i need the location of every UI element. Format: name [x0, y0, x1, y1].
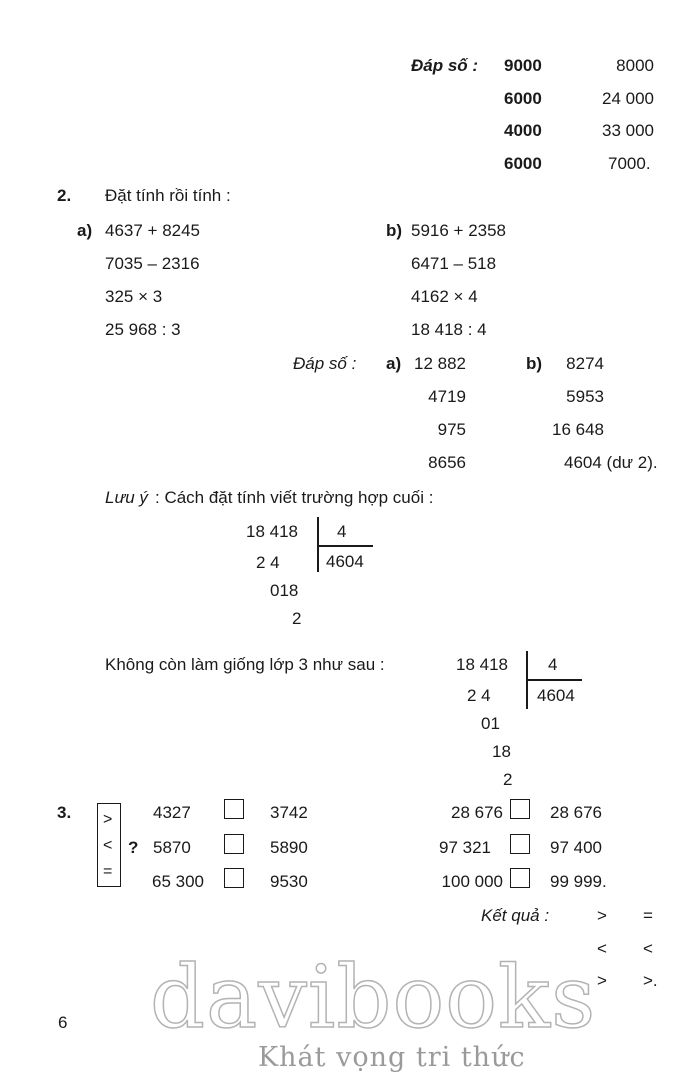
answer-b-2: 5953	[566, 387, 604, 406]
division-1-divisor: 4	[337, 522, 347, 541]
part-b-label: b)	[386, 221, 403, 240]
answer-box[interactable]	[510, 868, 530, 888]
note-label: Lưu ý	[105, 488, 148, 507]
answer-box[interactable]	[224, 868, 244, 888]
division-1-step-1: 2 4	[256, 553, 280, 572]
answer-a-1: 12 882	[414, 354, 466, 373]
answer-b-label: b)	[526, 354, 543, 373]
note-text: : Cách đặt tính viết trường hợp cuối :	[155, 488, 434, 507]
compare-left-2-b: 5890	[270, 838, 308, 857]
division-1-dividend: 18 418	[246, 522, 298, 541]
part-a-label: a)	[77, 221, 93, 240]
result-3-1: >	[597, 971, 607, 990]
problem-a-3: 325 × 3	[105, 287, 163, 306]
sign-equal: =	[103, 863, 113, 880]
dap-so-label: Đáp số :	[411, 56, 479, 75]
compare-right-1-b: 28 676	[550, 803, 602, 822]
compare-left-1-b: 3742	[270, 803, 308, 822]
problem-b-2: 6471 – 518	[411, 254, 497, 273]
result-1-1: >	[597, 906, 607, 925]
page-number: 6	[58, 1013, 68, 1032]
exercise-2-title: Đặt tính rồi tính :	[105, 186, 231, 205]
division-2-step-4: 2	[503, 770, 513, 789]
division-1-quotient: 4604	[326, 552, 364, 571]
answer-box[interactable]	[224, 834, 244, 854]
answer-a-2: 4719	[428, 387, 466, 406]
answer-a-3: 975	[437, 420, 466, 439]
problem-a-4: 25 968 : 3	[105, 320, 181, 339]
division-1-step-3: 2	[292, 609, 302, 628]
answer-right-4: 7000.	[608, 154, 651, 173]
division-2-step-3: 18	[492, 742, 511, 761]
exercise-3-number: 3.	[57, 803, 72, 822]
compare-right-2-a: 97 321	[439, 838, 491, 857]
compare-left-3-b: 9530	[270, 872, 308, 891]
sign-less: <	[103, 837, 113, 854]
compare-right-3-a: 100 000	[441, 872, 503, 891]
division-1-horizontal-line	[317, 545, 373, 547]
answer-left-4: 6000	[504, 154, 542, 173]
answer-right-2: 24 000	[602, 89, 654, 108]
dap-so-label-2: Đáp số :	[293, 354, 357, 373]
ket-qua-label: Kết quả :	[481, 906, 550, 925]
answer-left-2: 6000	[504, 89, 542, 108]
compare-left-2-a: 5870	[153, 838, 191, 857]
exercise-2-number: 2.	[57, 186, 72, 205]
division-2-step-2: 01	[481, 714, 500, 733]
compare-right-3-b: 99 999.	[550, 872, 607, 891]
problem-b-4: 18 418 : 4	[411, 320, 487, 339]
not-like-grade3-text: Không còn làm giống lớp 3 như sau :	[105, 655, 385, 674]
result-2-2: <	[643, 939, 653, 958]
answer-left-1: 9000	[504, 56, 542, 75]
answer-box[interactable]	[510, 799, 530, 819]
problem-a-2: 7035 – 2316	[105, 254, 200, 273]
answer-a-label: a)	[386, 354, 402, 373]
answer-b-3: 16 648	[552, 420, 604, 439]
answer-right-1: 8000	[616, 56, 654, 75]
result-3-2: >.	[643, 971, 658, 990]
division-2-horizontal-line	[526, 679, 582, 681]
compare-right-1-a: 28 676	[451, 803, 503, 822]
compare-left-3-a: 65 300	[152, 872, 204, 891]
problem-b-1: 5916 + 2358	[411, 221, 507, 240]
division-2-dividend: 18 418	[456, 655, 508, 674]
watermark-brand: davibooks	[150, 948, 597, 1048]
division-2-quotient: 4604	[537, 686, 575, 705]
question-mark: ?	[128, 838, 139, 857]
division-2-divisor: 4	[548, 655, 558, 674]
answer-a-4: 8656	[428, 453, 466, 472]
answer-b-4: 4604 (dư 2).	[564, 453, 658, 472]
problem-b-3: 4162 × 4	[411, 287, 478, 306]
division-2-step-1: 2 4	[467, 686, 491, 705]
answer-b-1: 8274	[566, 354, 604, 373]
compare-right-2-b: 97 400	[550, 838, 602, 857]
result-2-1: <	[597, 939, 607, 958]
answer-box[interactable]	[510, 834, 530, 854]
answer-box[interactable]	[224, 799, 244, 819]
watermark-slogan: Khát vọng tri thức	[258, 1042, 526, 1073]
result-1-2: =	[643, 906, 653, 925]
problem-a-1: 4637 + 8245	[105, 221, 201, 240]
division-1-step-2: 018	[270, 581, 299, 600]
answer-right-3: 33 000	[602, 121, 654, 140]
sign-greater: >	[103, 811, 113, 828]
answer-left-3: 4000	[504, 121, 542, 140]
compare-left-1-a: 4327	[153, 803, 191, 822]
